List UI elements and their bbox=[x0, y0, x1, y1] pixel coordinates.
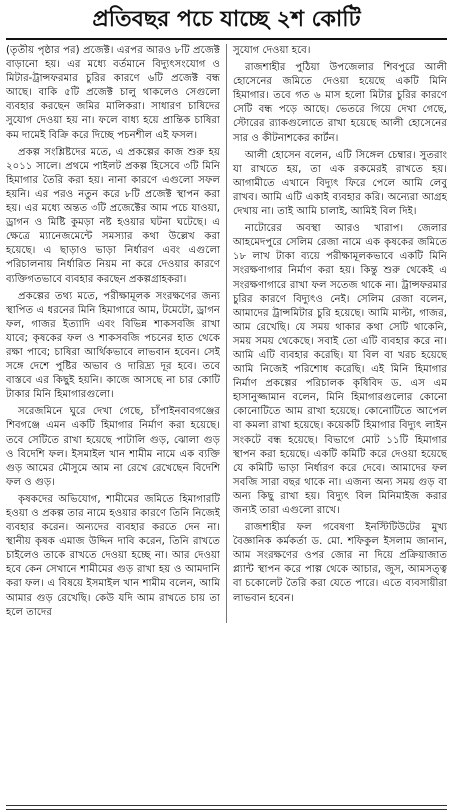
article-paragraph: প্রকল্প সংশ্লিষ্টদের মতে, এ প্রকল্পের কাজ শুরু হয় ২০১১ সালে। প্রথমে পাইলট প্রকল্প হিসেবে ৩টি মিনি হিমাগার তৈরি করা হয়। নানা কারণে এগুলো সফল হয়নি। এর পরও নতুন করে ৮টি প্রজেক্ট স্থাপন করা হয়। এর মধ্যে অন্তত ৩টি প্রজেক্টের আম পচে যাওয়া, ড্রাগন ও মিষ্টি কুমড়া নষ্ট হওয়ার ঘটনা ঘটেছে। এ ক্ষেত্রে ম্যানেজমেন্টে সমস্যার কথা উল্লেখ করা হয়েছে। এ ছাড়াও ভাড়া নির্ধারণ এবং এগুলো পরিচালনায় নির্ধারিত নিয়ম না করে দেওয়ার কারণে ব্যক্তিগতভাবে ব্যবহার করছেন প্রকল্পগ্রাহকরা। bbox=[6, 146, 220, 285]
article-columns bbox=[6, 44, 447, 623]
bottom-rule bbox=[6, 805, 447, 810]
article-paragraph: রাজশাহীর পুঠিয়া উপজেলার শিবপুরে আলী হোসেনের জমিতে দেওয়া হয়েছে একটি মিনি হিমাগার। তবে গত ৬ মাস হলো মিটার চুরির কারণে সেটি বন্ধ পড়ে আছে। ভেতরে গিয়ে দেখা গেছে, স্টোরের র‍্যাকগুলোতে রাখা হয়েছে আলী হোসেনের সার ও কীটনাশকের কার্টন। bbox=[233, 62, 447, 144]
headline: প্রতিবছর পচে যাচ্ছে ২শ কোটি bbox=[6, 4, 447, 40]
left-column bbox=[6, 44, 220, 623]
article-paragraph: সরেজমিনে ঘুরে দেখা গেছে, চাঁপাইনবাবগঞ্জের শিবগঞ্জে এমন একটি হিমাগার নির্মাণ করা হয়েছে। তবে সেটিতে রাখা হয়েছে পাটালি গুড়, ঝোলা গুড় ও বিদেশি ফল। ইসমাইল খান শামীম নামে এক ব্যক্তি গুড় আমের মৌসুমে আম না রেখে রেখেছেন বিদেশি ফল ও গুড়। bbox=[6, 406, 220, 488]
article-paragraph: (তৃতীয় পৃষ্ঠার পর) প্রজেক্ট। এরপর আরও ৮টি প্রজেক্ট বাড়ানো হয়। এর মধ্যে বর্তমানে বিদ্যুৎসংযোগ ও মিটার-ট্রান্সফরমার চুরির কারণে ৬টি প্রজেক্ট বন্ধ আছে। বাকি ৫টি প্রজেক্ট চালু থাকলেও সেগুলো ব্যবহার করছেন জমির মালিকরা। সাধারণ চাষিদের সুযোগ দেওয়া হয় না। ফলে বাধ্য হয়ে প্রান্তিক চাষিরা কম দামেই বিক্রি করে দিচ্ছে পচনশীল এই ফসল। bbox=[6, 45, 220, 141]
right-column bbox=[226, 44, 447, 623]
article-paragraph: নাটোরের অবস্থা আরও খারাপ। জেলার আহমেদপুরে সেলিম রেজা নামে এক কৃষকের জমিতে ১৮ লাখ টাকা ব্যয়ে পরীক্ষামূলকভাবে একটি মিনি সংরক্ষণাগার নির্মাণ করা হয়। কিন্তু শুরু থেকেই এ সংরক্ষণাগারে রাখা ফল সতেজ থাকে না। ট্রান্সফরমার চুরির কারণে বিদ্যুৎও নেই। সেলিম রেজা বলেন, আমাদের ট্রান্সমিটার চুরি হয়েছে। আমি মাল্টা, গাজর, আম রেখেছি। যে সময় থাকার কথা সেটি থাকেনি, সময় সময় থেকেছে। সবাই তো এটি ব্যবহার করে না। আমি এটি ব্যবহার করেছি। যা বিল বা খরচ হয়েছে আমি নিজেই পরিশোধ করেছি। এই মিনি হিমাগার নির্মাণ প্রকল্পের পরিচালক কৃষিবিদ ড. এস এম হাসানুজ্জামান বলেন, মিনি হিমাগারগুলোর কোনো কোনোটিতে আম রাখা হয়েছে। কোনোটিতে আপেল বা কমলা রাখা হয়েছে। কয়েকটি হিমাগার বিদ্যুৎ লাইন সংকটে বন্ধ হয়েছে। বিভাগে মোট ১১টি হিমাগার স্থাপন করা হয়েছে। একটি কমিটি করে দেওয়া হয়েছে যে কমিটি ভাড়া নির্ধারণ করে দেবে। আমাদের ফল সবজি সারা বছর থাকে না। এজন্য অন্য সময় গুড় বা অন্য কিছু রাখা হয়। বিদ্যুৎ বিল মিনিমাইজ করার জন্যই তারা এগুলো রাখে। bbox=[233, 223, 447, 516]
article-paragraph: প্রকল্পের তথ্য মতে, পরীক্ষামূলক সংরক্ষণের জন্য স্থাপিত এ ধরনের মিনি হিমাগারে আম, টমেটো, ড্রাগন ফল, গাজর ইত্যাদি এবং বিভিন্ন শাকসবজি রাখা যাবে; কৃষকের ফল ও শাকসবজি পচনের হাত থেকে রক্ষা পাবে; চাষিরা আর্থিকভাবে লাভবান হবেন। সেই সঙ্গে দেশে পুষ্টির অভাব ও দারিদ্র্য দূর হবে। তবে বাস্তবে এর কিছুই হয়নি। কাজে আসছে না চার কোটি টাকার মিনি হিমাগারগুলো। bbox=[6, 290, 220, 401]
article-paragraph: কৃষকদের অভিযোগ, শামীমের জমিতে হিমাগারটি হওয়া ও প্রকল্প তার নামে হওয়ার কারণে তিনি নিজেই ব্যবহার করেন। অন্যদের ব্যবহার করতে দেন না। স্থানীয় কৃষক এমাজ উদ্দিন দাবি করেন, তিনি রাখতে চাইলেও তাকে রাখতে দেওয়া হচ্ছে না। আর দেওয়া হবে কেন সেখানে শামীমের গুড় রাখা হয় ও আমদানি করা ফল। এ বিষয়ে ইসমাইল খান শামীম বলেন, আমি আমার গুড় রেখেছি। কেউ যদি আম রাখতে চায় তা হলে তাদের bbox=[6, 493, 220, 618]
article-paragraph: রাজশাহীর ফল গবেষণা ইনস্টিটিউটের মুখ্য বৈজ্ঞানিক কর্মকর্তা ড. মো. শফিকুল ইসলাম জানান, আম সংরক্ষণের ওপর জোর না দিয়ে প্রক্রিয়াজাত প্ল্যান্ট স্থাপন করে পাল্প থেকে আচার, জুস, আমসত্ত্ব বা চকোলেট তৈরি করা যেতে পারে। এতে ব্যবসায়ীরা লাভবান হবেন। bbox=[233, 522, 447, 604]
article-paragraph: সুযোগ দেওয়া হবে। bbox=[233, 45, 311, 56]
article-paragraph: আলী হোসেন বলেন, এটি সিঙ্গেল চেম্বার। সুতরাং যা রাখতে হয়, তা এক রকমেরই রাখতে হয়। আগামীতে এখানে বিদ্যুৎ ফিরে পেলে আমি লেবু রাখব। আমি এটি একাই ব্যবহার করি। অন্যেরা আগ্রহ দেখায় না। তাই আমি চালাই, আমিই বিল দিই। bbox=[233, 149, 447, 218]
